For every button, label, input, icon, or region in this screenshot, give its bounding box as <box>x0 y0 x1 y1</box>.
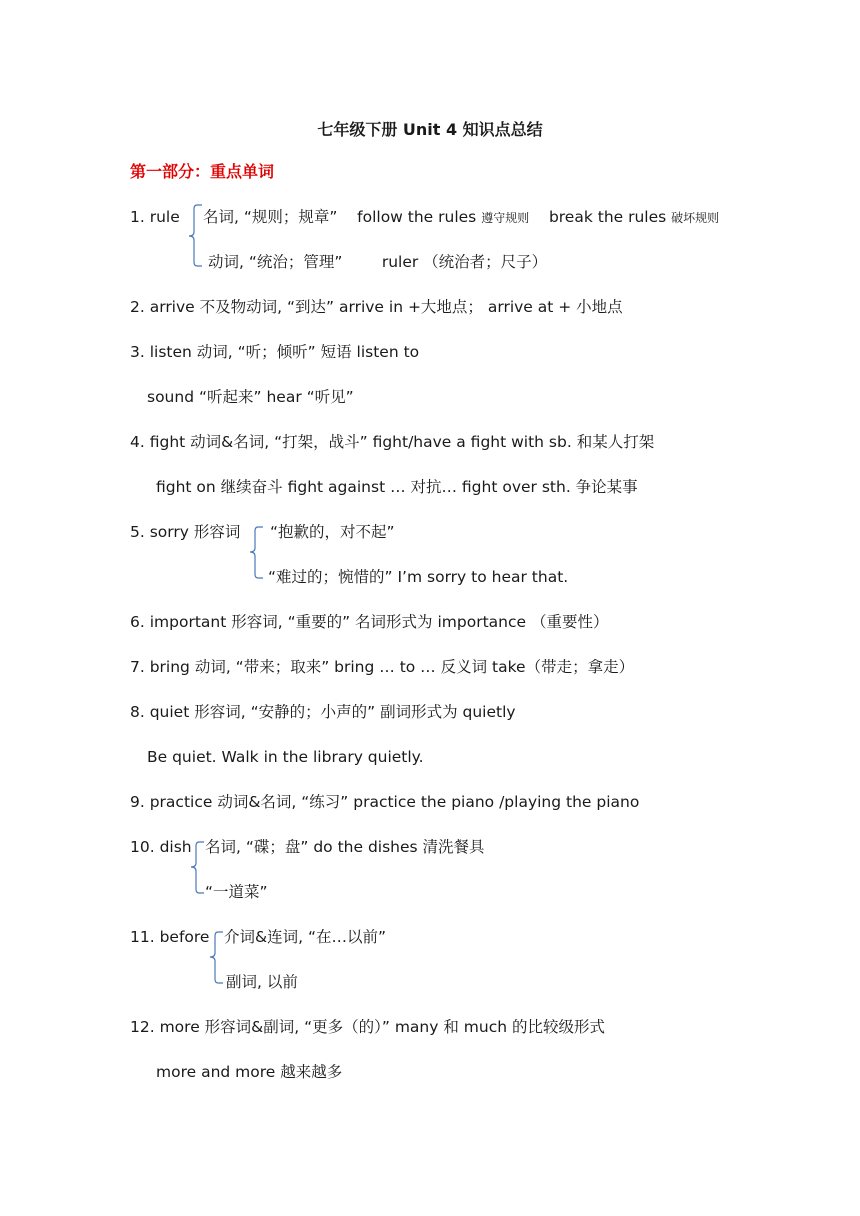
sorry-meaning-2: “难过的；惋惜的” I’m sorry to hear that. <box>268 568 569 586</box>
rule-phrase-follow: follow the rules <box>357 208 477 226</box>
section-heading: 第一部分：重点单词 <box>130 162 275 181</box>
listen-sub-line: sound “听起来” hear “听见” <box>147 388 354 406</box>
rule-phrase-break-cn: 破坏规则 <box>671 211 720 225</box>
rule-verb <box>208 252 547 272</box>
bring-line: 7. bring 动词, “带来；取来” bring … to … 反义词 take（带走；拿走） <box>130 658 635 676</box>
fight-line: 4. fight 动词&名词, “打架，战斗” fight/have a fight with sb. 和某人打架 <box>130 433 655 451</box>
sorry-meaning-1: “抱歉的，对不起” <box>270 523 395 541</box>
dish-bracket <box>186 840 206 896</box>
dish-meaning-2: “一道菜” <box>205 883 268 901</box>
before-meaning-2: 副词, 以前 <box>226 973 298 991</box>
dish-word: 10. dish <box>130 838 192 856</box>
more-sub-line: more and more 越来越多 <box>156 1063 343 1081</box>
arrive-line: 2. arrive 不及物动词, “到达” arrive in +大地点； arrive at + 小地点 <box>130 298 623 316</box>
rule-verb-meaning: 动词, “统治；管理” <box>208 253 343 271</box>
rule-phrase-follow-cn: 遵守规则 <box>481 211 530 225</box>
sorry-word: 5. sorry 形容词 <box>130 523 241 541</box>
dish-meaning-1: 名词, “碟；盘” do the dishes 清洗餐具 <box>205 838 485 856</box>
listen-line: 3. listen 动词, “听；倾听” 短语 listen to <box>130 343 420 361</box>
rule-word: 1. rule <box>130 208 180 226</box>
before-word: 11. before <box>130 928 210 946</box>
page-title: 七年级下册 Unit 4 知识点总结 <box>317 120 543 139</box>
quiet-line: 8. quiet 形容词, “安静的；小声的” 副词形式为 quietly <box>130 703 516 721</box>
rule-phrase-break: break the rules <box>548 208 667 226</box>
rule-bracket <box>184 203 204 269</box>
sorry-bracket <box>245 525 265 581</box>
quiet-sub-line: Be quiet. Walk in the library quietly. <box>147 748 424 766</box>
important-line: 6. important 形容词, “重要的” 名词形式为 importance （重要性） <box>130 613 609 631</box>
before-meaning-1: 介词&连词, “在…以前” <box>224 928 387 946</box>
rule-noun-meaning: 名词, “规则；规章” <box>203 208 338 226</box>
practice-line: 9. practice 动词&名词, “练习” practice the piano /playing the piano <box>130 793 640 811</box>
fight-sub-line: fight on 继续奋斗 fight against … 对抗… fight over sth. 争论某事 <box>156 478 638 496</box>
more-line: 12. more 形容词&副词, “更多（的）” many 和 much 的比较级形式 <box>130 1018 605 1036</box>
rule-noun <box>203 207 719 228</box>
rule-ruler: ruler （统治者；尺子） <box>381 253 548 271</box>
before-bracket <box>205 930 225 986</box>
